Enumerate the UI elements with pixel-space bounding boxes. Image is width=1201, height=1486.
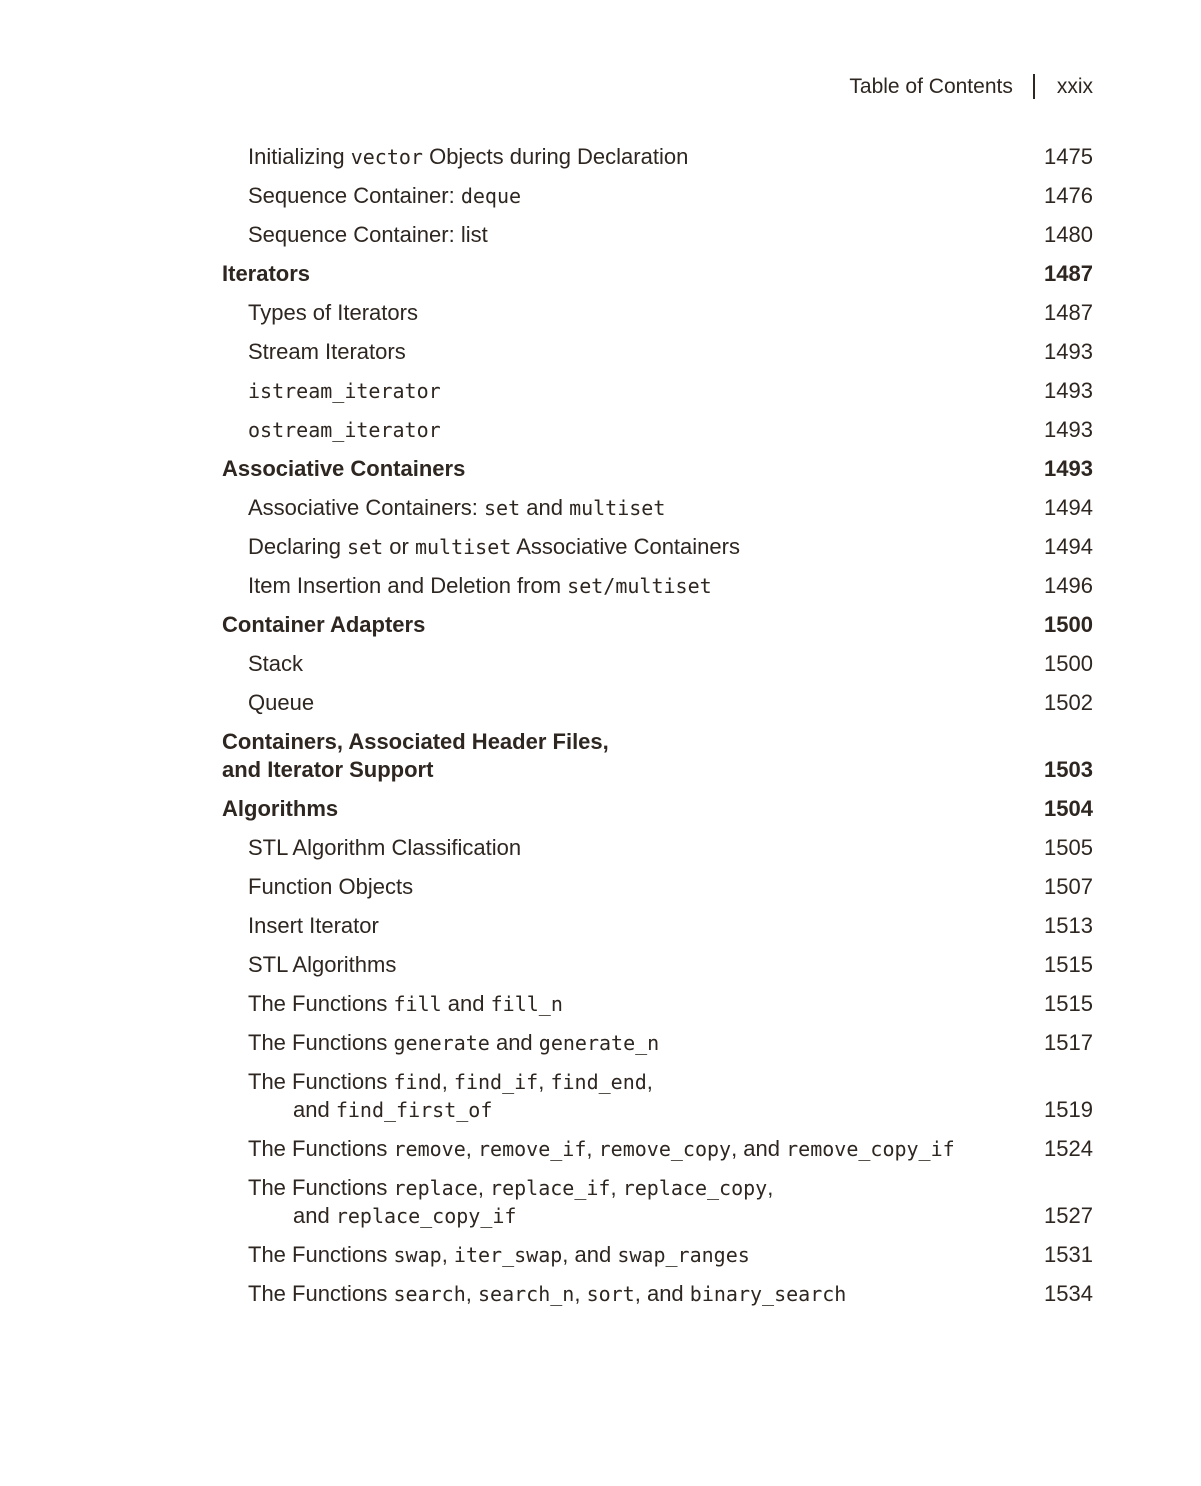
toc-entry-row	[222, 1137, 1093, 1161]
plain-text: , and	[731, 1136, 787, 1161]
toc-entry-row	[222, 652, 1093, 676]
code-text: remove_copy	[598, 1137, 732, 1161]
toc-entry-title	[248, 1243, 1024, 1267]
code-text: binary_search	[689, 1282, 847, 1306]
toc-entry-title	[248, 145, 1024, 169]
toc-entry-line	[248, 836, 1024, 860]
toc-entry-row	[222, 836, 1093, 860]
plain-text: and Iterator Support	[222, 757, 434, 782]
toc-entry-title	[222, 262, 1024, 286]
toc-entry-title	[222, 730, 1024, 782]
plain-text: The Functions	[248, 991, 394, 1016]
plain-text: , and	[562, 1242, 618, 1267]
toc-entry-row	[222, 496, 1093, 520]
code-text: replace_copy	[622, 1176, 768, 1200]
toc-entry-line	[248, 1098, 1024, 1122]
code-text: ostream_iterator	[248, 418, 441, 442]
toc-entry-title	[248, 418, 1024, 442]
toc-entry-page: 1493	[1044, 417, 1093, 442]
plain-text: The Functions	[248, 1136, 394, 1161]
toc-entry-page: 1496	[1044, 573, 1093, 598]
header-title: Table of Contents	[849, 74, 1013, 98]
toc-entry-row	[222, 953, 1093, 977]
plain-text: ,	[538, 1069, 551, 1094]
plain-text: STL Algorithm Classification	[248, 835, 522, 860]
toc-entry-page: 1493	[1044, 456, 1093, 481]
toc-entry-line	[222, 730, 1024, 754]
toc-entry-title	[222, 797, 1024, 821]
code-text: generate_n	[538, 1031, 660, 1055]
toc-entry-row	[222, 223, 1093, 247]
toc-entry-page: 1500	[1044, 651, 1093, 676]
code-text: find_end	[550, 1070, 647, 1094]
code-text: remove_copy_if	[786, 1137, 955, 1161]
plain-text: ,	[574, 1281, 587, 1306]
toc-entry-page: 1480	[1044, 222, 1093, 247]
toc-entry-title	[248, 914, 1024, 938]
code-text: iter_swap	[453, 1243, 563, 1267]
toc-entry-row	[222, 574, 1093, 598]
toc-entry-row	[222, 992, 1093, 1016]
toc-entry-title	[248, 340, 1024, 364]
code-text: swap_ranges	[617, 1243, 750, 1267]
toc-entry-page: 1504	[1044, 796, 1093, 821]
code-text: vector	[350, 145, 423, 169]
toc-entry-line	[222, 758, 1024, 782]
plain-text: Item Insertion and Deletion from	[248, 573, 568, 598]
toc-entry-line	[248, 914, 1024, 938]
toc-entry-page: 1487	[1044, 300, 1093, 325]
toc-entry-line	[248, 223, 1024, 247]
toc-entry-title	[248, 184, 1024, 208]
toc-entry-title	[248, 1137, 1024, 1161]
toc-entry-line	[248, 1204, 1024, 1228]
toc-section-row	[222, 262, 1093, 286]
toc-entry-title	[248, 652, 1024, 676]
plain-text: The Functions	[248, 1281, 394, 1306]
toc-entry-row	[222, 418, 1093, 442]
toc-entry-title	[248, 1176, 1024, 1228]
toc-entry-title	[248, 1031, 1024, 1055]
code-text: multiset	[414, 535, 512, 559]
toc-entry-line	[248, 379, 1024, 403]
toc-entry-line	[248, 574, 1024, 598]
toc-entry-row	[222, 184, 1093, 208]
toc-entry-row	[222, 1282, 1093, 1306]
toc-entry-title	[248, 223, 1024, 247]
toc-entry-row	[222, 379, 1093, 403]
plain-text: Objects during Declaration	[422, 144, 689, 169]
plain-text: Sequence Container:	[248, 183, 461, 208]
toc-entry-row	[222, 145, 1093, 169]
toc-entry-page: 1503	[1044, 757, 1093, 782]
toc-entry-line	[248, 992, 1024, 1016]
toc-entry-line	[248, 1243, 1024, 1267]
toc-entry-title	[248, 1070, 1024, 1122]
toc-entry-line	[248, 691, 1024, 715]
plain-text: and	[441, 991, 491, 1016]
toc-entry-line	[248, 301, 1024, 325]
plain-text: ,	[610, 1175, 623, 1200]
toc-entry-page: 1527	[1044, 1203, 1093, 1228]
plain-text: ,	[767, 1175, 774, 1200]
toc-entry-page: 1531	[1044, 1242, 1093, 1267]
toc-entry-line	[248, 1282, 1024, 1306]
code-text: swap	[393, 1243, 442, 1267]
plain-text: Sequence Container: list	[248, 222, 488, 247]
toc-entry-line	[222, 262, 1024, 286]
plain-text: ,	[441, 1242, 454, 1267]
toc-entry-row	[222, 1031, 1093, 1055]
plain-text: or	[383, 534, 415, 559]
toc-entry-line	[248, 1031, 1024, 1055]
toc-section-row	[222, 457, 1093, 481]
code-text: remove	[393, 1137, 466, 1161]
plain-text: , and	[634, 1281, 690, 1306]
toc-entry-page: 1494	[1044, 534, 1093, 559]
toc-entry-row	[222, 1070, 1093, 1122]
toc-entry-line	[248, 953, 1024, 977]
toc-entry-line	[248, 496, 1024, 520]
plain-text: Containers, Associated Header Files,	[222, 729, 609, 754]
toc-entry-title	[248, 875, 1024, 899]
plain-text: Associative Containers	[222, 456, 466, 481]
plain-text: Insert Iterator	[248, 913, 379, 938]
plain-text: and	[293, 1097, 336, 1122]
toc-entry-row	[222, 340, 1093, 364]
toc-section-row	[222, 613, 1093, 637]
code-text: search	[393, 1282, 466, 1306]
plain-text: Stack	[248, 651, 304, 676]
plain-text: Associative Containers	[511, 534, 740, 559]
code-text: set/multiset	[567, 574, 712, 598]
toc-entry-title	[248, 379, 1024, 403]
plain-text: ,	[465, 1281, 478, 1306]
toc-entry-page: 1534	[1044, 1281, 1093, 1306]
toc-entry-page: 1493	[1044, 378, 1093, 403]
toc-entry-page: 1494	[1044, 495, 1093, 520]
toc-entry-page: 1505	[1044, 835, 1093, 860]
page-header	[222, 74, 1093, 99]
plain-text: Associative Containers:	[248, 495, 484, 520]
toc-entry-line	[222, 797, 1024, 821]
plain-text: Container Adapters	[222, 612, 426, 637]
toc-entry-line	[248, 145, 1024, 169]
toc-entry-row	[222, 1176, 1093, 1228]
toc-entry-title	[248, 992, 1024, 1016]
plain-text: ,	[477, 1175, 491, 1200]
toc-entry-page: 1519	[1044, 1097, 1093, 1122]
code-text: set	[484, 496, 521, 520]
toc-entry-title	[248, 574, 1024, 598]
toc-entry-row	[222, 875, 1093, 899]
toc-entry-page: 1524	[1044, 1136, 1093, 1161]
toc-entry-line	[248, 652, 1024, 676]
code-text: find	[393, 1070, 442, 1094]
code-text: deque	[460, 184, 522, 208]
toc-entry-title	[248, 836, 1024, 860]
toc-entry-title	[248, 301, 1024, 325]
plain-text: Initializing	[248, 144, 351, 169]
toc-entry-line	[248, 418, 1024, 442]
header-divider	[1033, 74, 1035, 99]
toc-entry-title	[222, 457, 1024, 481]
toc-entry-line	[248, 184, 1024, 208]
plain-text: STL Algorithms	[248, 952, 397, 977]
toc-entry-row	[222, 1243, 1093, 1267]
toc-entry-title	[248, 953, 1024, 977]
code-text: find_first_of	[335, 1098, 493, 1122]
code-text: sort	[586, 1282, 635, 1306]
toc-entry-page: 1515	[1044, 952, 1093, 977]
toc-entry-page: 1487	[1044, 261, 1093, 286]
toc-entry-line	[248, 1137, 1024, 1161]
code-text: find_if	[453, 1070, 539, 1094]
plain-text: and	[520, 495, 570, 520]
toc-entry-line	[248, 875, 1024, 899]
plain-text: and	[293, 1203, 336, 1228]
code-text: istream_iterator	[248, 379, 441, 403]
plain-text: ,	[441, 1069, 454, 1094]
toc-entry-line	[248, 535, 1024, 559]
toc-entry-line	[222, 457, 1024, 481]
code-text: search_n	[478, 1282, 575, 1306]
code-text: multiset	[569, 496, 666, 520]
plain-text: and	[489, 1030, 539, 1055]
toc-entry-line	[222, 613, 1024, 637]
code-text: remove_if	[478, 1137, 587, 1161]
header-page-number: xxix	[1056, 74, 1093, 98]
code-text: replace	[393, 1176, 478, 1200]
toc-entry-row	[222, 301, 1093, 325]
plain-text: The Functions	[248, 1175, 394, 1200]
plain-text: The Functions	[248, 1242, 394, 1267]
code-text: generate	[393, 1031, 490, 1055]
toc-entry-page: 1502	[1044, 690, 1093, 715]
code-text: replace_copy_if	[335, 1204, 517, 1228]
plain-text: Queue	[248, 690, 315, 715]
code-text: fill	[393, 992, 442, 1016]
plain-text: Types of Iterators	[248, 300, 418, 325]
toc-entry-line	[248, 1176, 1024, 1200]
plain-text: Function Objects	[248, 874, 414, 899]
toc-entry-title	[248, 535, 1024, 559]
code-text: replace_if	[490, 1176, 611, 1200]
plain-text: The Functions	[248, 1069, 394, 1094]
plain-text: ,	[646, 1069, 653, 1094]
toc-entry-row	[222, 691, 1093, 715]
toc-entry-title	[222, 613, 1024, 637]
plain-text: ,	[465, 1136, 478, 1161]
toc-entry-page: 1513	[1044, 913, 1093, 938]
toc-entry-page: 1493	[1044, 339, 1093, 364]
plain-text: Iterators	[222, 261, 311, 286]
toc-entry-page: 1515	[1044, 991, 1093, 1016]
toc-entry-row	[222, 914, 1093, 938]
toc-entry-line	[248, 340, 1024, 364]
plain-text: Stream Iterators	[248, 339, 406, 364]
toc-entry-page: 1507	[1044, 874, 1093, 899]
code-text: fill_n	[490, 992, 563, 1016]
toc-entry-page: 1500	[1044, 612, 1093, 637]
toc-entry-title	[248, 496, 1024, 520]
code-text: set	[347, 535, 384, 559]
toc-section-row	[222, 797, 1093, 821]
plain-text: Algorithms	[222, 796, 339, 821]
toc-list	[222, 145, 1093, 1306]
toc-entry-title	[248, 691, 1024, 715]
toc-section-row	[222, 730, 1093, 782]
toc-entry-page: 1517	[1044, 1030, 1093, 1055]
toc-entry-row	[222, 535, 1093, 559]
toc-entry-page: 1475	[1044, 144, 1093, 169]
plain-text: Declaring	[248, 534, 348, 559]
toc-entry-title	[248, 1282, 1024, 1306]
plain-text: ,	[586, 1136, 599, 1161]
toc-entry-page: 1476	[1044, 183, 1093, 208]
toc-entry-line	[248, 1070, 1024, 1094]
plain-text: The Functions	[248, 1030, 394, 1055]
